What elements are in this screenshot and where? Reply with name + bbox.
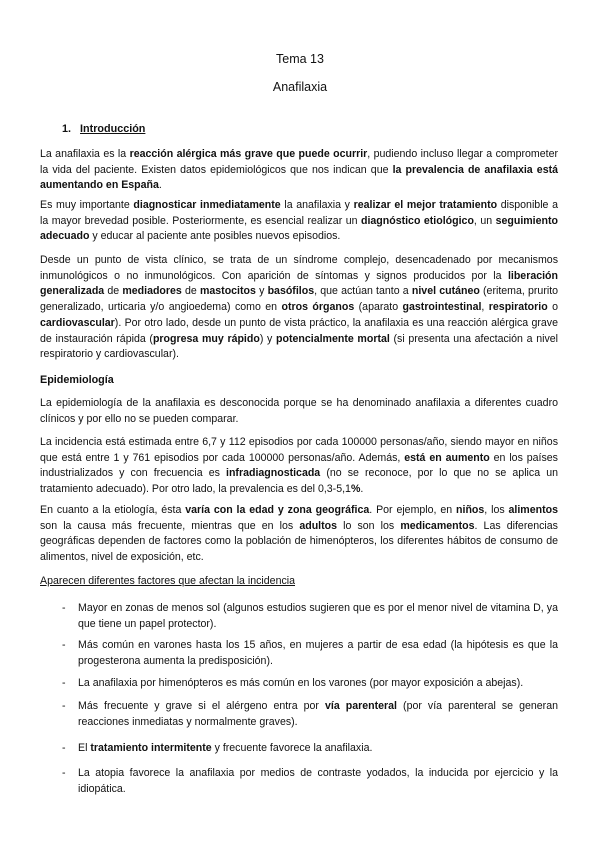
text-run: , los — [484, 504, 509, 516]
bold-run: respiratorio — [488, 301, 548, 314]
list-item-text: La anafilaxia por himenópteros es más común en los varones (por mayor exposición a abejas). — [78, 677, 524, 689]
bold-run: varía con la edad y zona geográfica — [185, 504, 370, 516]
bold-run: potencialmente mortal — [276, 332, 390, 345]
text-run: y educar al paciente ante posibles nuevos episodios. — [89, 230, 341, 243]
text-run: Desde un punto de vista clínico, se trata de un síndrome complejo, desencadenado por mecanismos inmunológicos o no inmunológicos. Con aparición de síntomas y signos producidos por la — [40, 254, 558, 282]
list-item — [62, 638, 558, 669]
text-run: La anafilaxia es la — [40, 148, 130, 160]
list-item — [62, 676, 558, 692]
text-run: , — [481, 301, 489, 314]
epidemiology-heading: Epidemiología — [40, 374, 114, 386]
bold-run: mastocitos — [199, 285, 256, 298]
bold-run: progresa muy rápido — [152, 332, 260, 345]
bold-run: vía parenteral — [325, 700, 397, 712]
bullet-dash: - — [62, 639, 66, 651]
section-title: Introducción — [80, 123, 146, 135]
text-run: lo son los — [337, 519, 401, 532]
text-run: o — [547, 301, 558, 314]
text-run: El — [78, 742, 91, 754]
text-run: disponible a la mayor brevedad posible. Posteriormente, es esencial realizar un — [40, 199, 558, 227]
doc-subtitle: Anafilaxia — [272, 80, 328, 94]
text-run: son la causa más frecuente, mientras que en los — [40, 519, 300, 532]
bold-run: adultos — [299, 519, 337, 532]
bullet-dash: - — [62, 700, 66, 712]
text-run: , que actúan tanto a — [314, 285, 412, 298]
bold-run: gastrointestinal — [402, 301, 482, 314]
text-run: en los países industrializados y con frecuencia es — [40, 451, 558, 480]
list-item-text: Mayor en zonas de menos sol (algunos estudios sugieren que es por el menor nivel de vitamina D, ya que tiene un papel protector). — [78, 602, 558, 630]
bold-run: realizar el mejor tratamiento — [353, 199, 498, 211]
bold-run: liberación generalizada — [40, 269, 558, 298]
bold-run: la prevalencia de anafilaxia está aumentando en España — [40, 163, 559, 192]
text-run: La incidencia está estimada entre 6,7 y 112 episodios por cada 100000 personas/año, siendo mayor en niños que está entre 1 y 761 episodios por cada 100000 personas/año. Además, — [40, 436, 558, 464]
text-run: la anafilaxia y — [280, 199, 354, 211]
bullet-dash: - — [62, 767, 66, 779]
bold-run: infradiagnosticada — [226, 467, 321, 480]
bold-run: tratamiento intermitente — [90, 742, 212, 754]
text-run: y — [255, 285, 268, 298]
text-run: (no se reconoce, por lo que no se aplica un tratamiento adecuado). Por otro lado, la prevalencia es del 0,3-5,1 — [40, 467, 558, 496]
paragraph-6 — [40, 503, 558, 566]
list-item-text — [78, 699, 558, 730]
text-run: . Por ejemplo, en — [369, 504, 457, 516]
doc-title: Tema 13 — [276, 52, 324, 66]
text-run: Es muy importante — [40, 199, 134, 211]
text-run: . — [158, 179, 162, 192]
list-item-text — [78, 741, 558, 757]
paragraph-5 — [40, 435, 558, 498]
list-item-text: Más común en varones hasta los 15 años, en mujeres a partir de esa edad (la hipótesis es que la progesterona aumenta la predisposición). — [78, 639, 558, 667]
bullet-dash: - — [62, 602, 66, 614]
bold-run: reacción alérgica más grave que puede ocurrir — [129, 148, 368, 160]
text-run: En cuanto a la etiología, ésta — [40, 504, 186, 516]
paragraph-2 — [40, 198, 558, 245]
paragraph-4: La epidemiología de la anafilaxia es desconocida porque se ha denominado anafilaxia a diferentes cuadro clínicos y por ello no se pueden comparar. — [40, 397, 558, 425]
text-run: (eritema, prurito generalizado, urticaria y/o angioedema) como en — [40, 285, 559, 314]
section-number: 1. — [62, 123, 72, 135]
text-run: , un — [473, 214, 496, 227]
bold-run: cardiovascular — [40, 316, 115, 329]
text-run: (si presenta una afectación a nivel respiratorio y cardiovascular). — [40, 332, 558, 361]
text-run: de — [181, 285, 200, 298]
text-run: (aparato — [354, 301, 403, 314]
text-run: Más frecuente y grave si el alérgeno entra por — [78, 700, 325, 712]
text-run: , pudiendo incluso llegar a comprometer la vida del paciente. Existen datos epidemiológicos que nos indican que — [40, 148, 559, 176]
list-item — [62, 699, 558, 730]
text-run: . Las diferencias geográficas dependen de factores como la población de himenópteros, los diferentes hábitos de consumo de alimentos, nivel de exposición, etc. — [40, 519, 558, 564]
list-item — [62, 741, 558, 757]
text-run: y frecuente favorece la anafilaxia. — [211, 742, 373, 754]
bold-run: basófilos — [267, 285, 315, 298]
list-item — [62, 766, 558, 797]
paragraph-1 — [40, 147, 558, 194]
bullet-dash: - — [62, 742, 66, 754]
bold-run: seguimiento adecuado — [40, 214, 558, 243]
text-run: de — [104, 285, 123, 298]
text-run: ) y — [259, 332, 277, 345]
text-run: (por vía parenteral se generan reacciones inmediatas y normalmente graves). — [78, 700, 558, 728]
list-item — [62, 601, 558, 632]
paragraph-3 — [40, 253, 558, 363]
bold-run: diagnosticar inmediatamente — [133, 199, 281, 211]
bold-run: otros órganos — [281, 301, 355, 314]
list-item-text: La atopia favorece la anafilaxia por medios de contraste yodados, la inducida por ejercicio y la idiopática. — [78, 767, 558, 795]
bold-run: medicamentos — [400, 519, 475, 532]
section-heading-introduccion — [62, 122, 145, 138]
bold-run: alimentos — [508, 504, 558, 516]
bold-run: nivel cutáneo — [411, 285, 480, 298]
text-run: ). Por otro lado, desde un punto de vista práctico, la anafilaxia es una reacción alérgica grave de instauración rápida ( — [40, 316, 558, 345]
factors-heading: Aparecen diferentes factores que afectan la incidencia — [40, 575, 296, 587]
bold-run: % — [350, 483, 361, 496]
bold-run: niños — [456, 504, 485, 516]
bold-run: está en aumento — [404, 451, 490, 464]
text-run: . — [360, 483, 364, 496]
bold-run: diagnóstico etiológico — [360, 214, 474, 227]
bullet-dash: - — [62, 677, 66, 689]
bold-run: mediadores — [122, 285, 182, 298]
